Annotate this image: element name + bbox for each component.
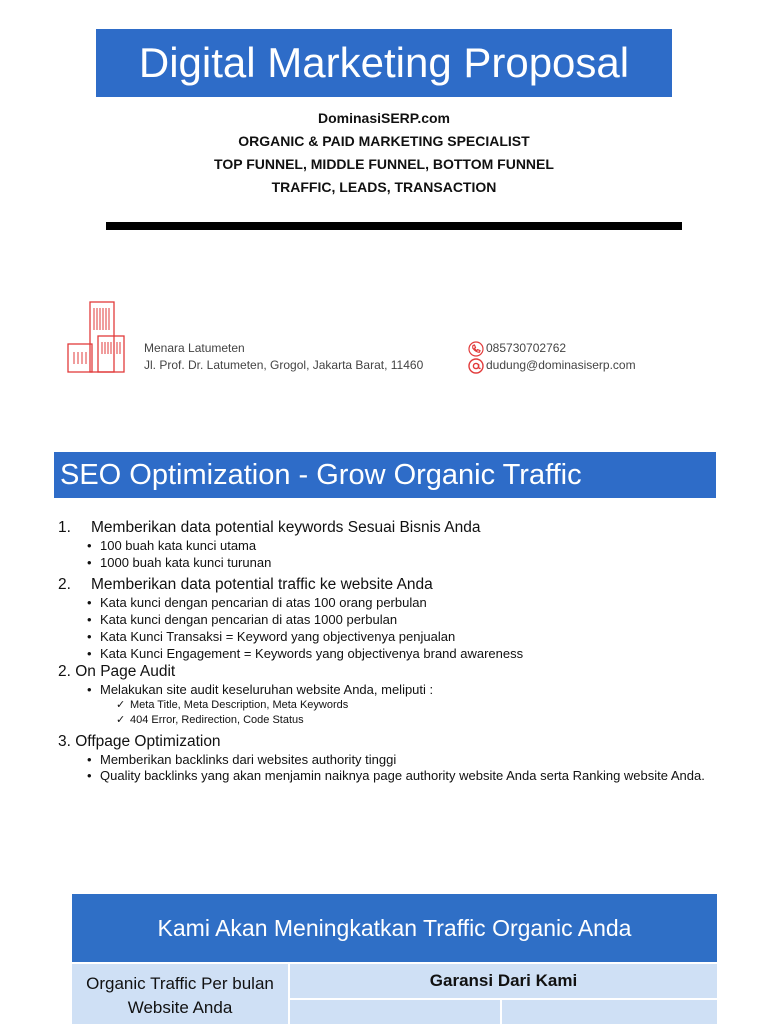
tagline-3: TRAFFIC, LEADS, TRANSACTION: [271, 179, 497, 195]
table-cell: [290, 1000, 500, 1024]
page-title: Digital Marketing Proposal: [138, 39, 630, 86]
list-item: • Memberikan backlinks dari websites authority tinggi: [58, 751, 708, 768]
list-item: • Kata kunci dengan pencarian di atas 1000 perbulan: [58, 611, 708, 628]
seo-section-banner: [54, 452, 716, 498]
phone-number[interactable]: 085730702762: [486, 341, 567, 355]
phone-icon: [468, 341, 484, 357]
list-item: • Quality backlinks yang akan menjamin naiknya page authority website Anda serta Ranking website Anda.: [58, 768, 708, 783]
table-right-label: Garansi Dari Kami: [429, 971, 578, 990]
table-cell-right: [290, 964, 717, 998]
table-title: Kami Akan Meningkatkan Traffic Organic Anda: [157, 914, 632, 941]
address-block: [144, 340, 423, 374]
list-item: • Kata Kunci Engagement = Keywords yang objectivenya brand awareness: [58, 645, 708, 662]
table-cell-left: [72, 964, 288, 1024]
address-name: Menara Latumeten: [144, 341, 245, 355]
table-header: [72, 894, 717, 962]
list-item: • Kata Kunci Transaksi = Keyword yang objectivenya penjualan: [58, 628, 708, 645]
list-item: • 100 buah kata kunci utama: [58, 537, 708, 554]
tagline-1: ORGANIC & PAID MARKETING SPECIALIST: [238, 133, 530, 149]
page-title-banner: [96, 29, 672, 97]
address-street: Jl. Prof. Dr. Latumeten, Grogol, Jakarta Barat, 11460: [144, 358, 424, 372]
table-cell: [502, 1000, 717, 1024]
seo-title: SEO Optimization - Grow Organic Traffic: [60, 458, 582, 491]
list-heading: 3. Offpage Optimization: [58, 733, 221, 750]
contact-block: [468, 340, 636, 374]
building-icon: [66, 300, 126, 379]
list-item: • Kata kunci dengan pencarian di atas 100 orang perbulan: [58, 594, 708, 611]
list-heading: 1. Memberikan data potential keywords Sesuai Bisnis Anda: [58, 519, 481, 536]
divider: [106, 222, 682, 230]
email-address[interactable]: dudung@dominasiserp.com: [486, 358, 636, 372]
list-heading: 2. Memberikan data potential traffic ke website Anda: [58, 576, 433, 593]
list-item: • Melakukan site audit keseluruhan website Anda, meliputi :: [58, 681, 708, 698]
tagline-2: TOP FUNNEL, MIDDLE FUNNEL, BOTTOM FUNNEL: [214, 156, 554, 172]
list-heading: 2. On Page Audit: [58, 663, 176, 680]
header-subtitle: [96, 107, 672, 199]
check-item: ✓ 404 Error, Redirection, Code Status: [58, 713, 708, 728]
seo-list: [58, 518, 708, 783]
list-item: • 1000 buah kata kunci turunan: [58, 554, 708, 571]
company-name: DominasiSERP.com: [317, 110, 450, 126]
email-icon: [468, 358, 484, 374]
table-left-label: Organic Traffic Per bulan Website Anda: [86, 974, 274, 1017]
check-item: ✓ Meta Title, Meta Description, Meta Keywords: [58, 698, 708, 713]
